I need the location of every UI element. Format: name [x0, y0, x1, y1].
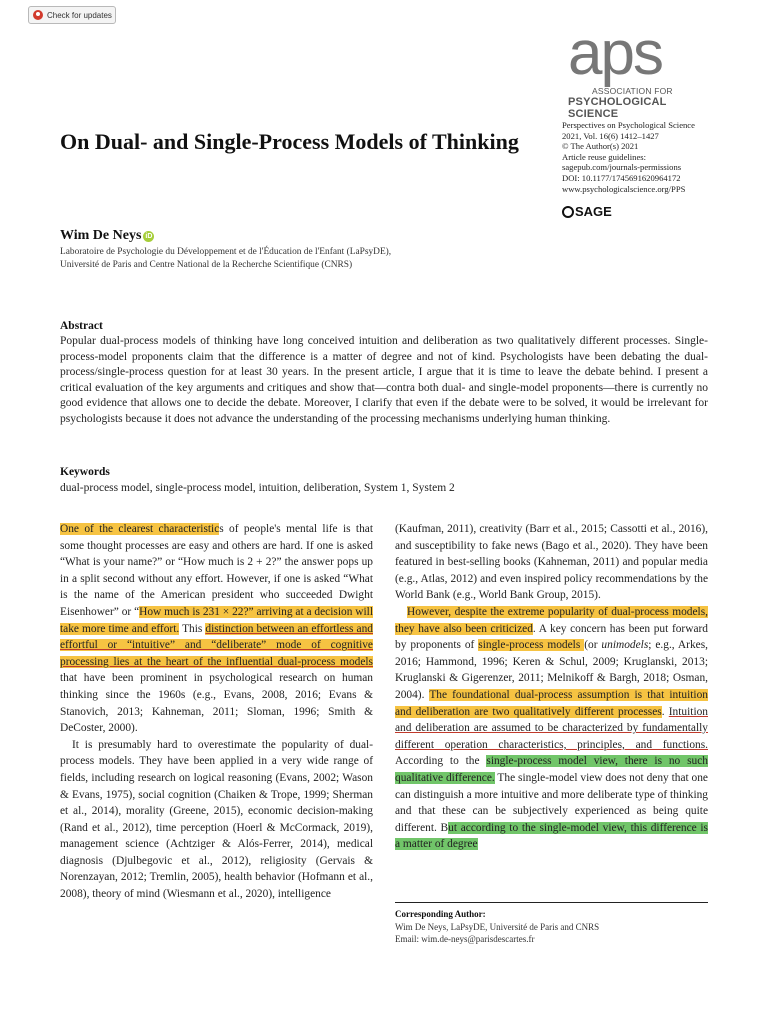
highlight-orange[interactable]: However, despite the extreme popularity of dual-process models, they have also been criticized: [395, 605, 708, 635]
highlight-green[interactable]: ut according to the single-model view, this difference is a matter of degree: [395, 821, 708, 851]
aps-logo-line1: ASSOCIATION FOR: [592, 86, 673, 96]
body-text: that have been prominent in psychological research on human thinking since the 1960s (e.g., Evans, 2008, 2016; Evans & Stanovich, 2013; Kahneman, 2011; Sloman, 1996; Smith & DeCoster, 2000).: [60, 672, 373, 735]
journal-name: Perspectives on Psychological Science: [562, 120, 695, 130]
journal-volume: 2021, Vol. 16(6) 1412–1427: [562, 130, 659, 141]
highlight-orange[interactable]: One of the clearest characteristic: [60, 523, 220, 535]
keywords-text: dual-process model, single-process model, intuition, deliberation, System 1, System 2: [60, 482, 455, 494]
highlight-green[interactable]: single-process model view, there is no such qualitative difference.: [395, 755, 708, 784]
journal-copyright: © The Author(s) 2021: [562, 141, 639, 152]
aps-logo: [568, 19, 698, 120]
journal-website-link[interactable]: www.psychologicalscience.org/PPS: [562, 183, 686, 194]
body-text: ; e.g., Arkes, 2016; Hammond, 1996; Keren & Schul, 2009; Kruglanski, 2013; Kruglanski & Gigerenzer, 2011; Melnikoff & Bargh, 2018; Osman, 2004).: [395, 639, 708, 701]
journal-meta: [562, 120, 752, 194]
aps-logo-line2: PSYCHOLOGICAL SCIENCE: [568, 96, 667, 120]
abstract-heading: Abstract: [60, 320, 103, 332]
author-name: [60, 228, 154, 244]
check-for-updates-icon: [33, 10, 43, 20]
body-text: According to the: [395, 755, 487, 768]
underline-annotation[interactable]: Intuition and deliberation are assumed to be characterized by fundamentally different operation characteristics, principles, and functions.: [395, 705, 708, 751]
highlight-orange[interactable]: How much is 231 × 22?” arriving at a decision will take more time and effort.: [60, 605, 373, 635]
body-text: s of people's mental life is that some thought processes are easy and others are hard. If one is asked “What is your name?” or “How much is 2 + 2?” the answer pops up in a split second without any effort. However, if one is asked “What is the name of the American president who succeeded Dwight Eisenhower” or “: [60, 523, 373, 618]
orcid-icon[interactable]: iD: [145, 232, 153, 240]
body-text: This: [179, 622, 206, 635]
body-text: (or: [584, 639, 602, 652]
body-paragraph: [60, 521, 373, 737]
keywords-heading: Keywords: [60, 466, 110, 478]
highlight-orange-underlined[interactable]: distinction between an effortless and effortful or “intuitive” and “deliberate” mode of cognitive processing lies at the heart of the influential dual-process models: [60, 622, 373, 668]
author-affiliation: [60, 246, 530, 271]
body-text: .: [661, 705, 669, 718]
body-paragraph: [395, 604, 708, 853]
body-text: The single-model view does not deny that one can distinguish a more intuitive and more deliberate type of thinking and that these can be subjectively experienced as being quite different. B: [395, 771, 708, 834]
highlight-orange[interactable]: single-process models: [478, 639, 585, 652]
body-paragraph: It is presumably hard to overestimate the popularity of dual-process models. They have been applied in a very wide range of fields, including research on logical reasoning (Evans, 2002; Wason & Evans, 1975), social cognition (Chaiken & Trope, 1999; Sherman et al., 2014), morality (Greene, 2015), economic decision-making (Rand et al., 2012), time perception (Hoerl & McCormack, 2019), management science (Achtziger & Alós-Ferrer, 2014), medical diagnosis (Djulbegovic et al., 2012), religiosity (Gervais & Norenzayan, 2012; Tremlin, 2005), health behavior (Hofmann et al., 2008), theory of mind (Wiesmann et al., 2020), intelligence: [60, 738, 373, 901]
sage-logo: [562, 204, 612, 219]
affiliation-line: Laboratoire de Psychologie du Développement et de l'Éducation de l'Enfant (LaPsyDE),: [60, 247, 392, 257]
sage-icon: [562, 206, 574, 218]
check-for-updates-label: Check for updates: [47, 10, 112, 20]
paper-title: On Dual- and Single-Process Models of Thinking: [60, 129, 519, 154]
corresponding-author-name: Wim De Neys, LaPsyDE, Université de Paris and CNRS: [395, 922, 600, 932]
body-text: . A key concern has been put forward by proponents of: [395, 622, 708, 652]
sage-label: SAGE: [575, 204, 612, 219]
journal-permissions-link[interactable]: sagepub.com/journals-permissions: [562, 162, 682, 173]
affiliation-line: Université de Paris and Centre National de la Recherche Scientifique (CNRS): [60, 259, 353, 270]
check-for-updates-badge[interactable]: [28, 6, 116, 24]
body-text-italic: unimodels: [601, 639, 649, 652]
abstract-text: Popular dual-process models of thinking have long conceived intuition and deliberation as two qualitatively different processes. Single-process-model proponents claim that the difference is a matter of degree and not of kind. Psychologists have been debating the dual-process/single-process question for at least 30 years. In the present article, I argue that it is time to leave the debate behind. I present a critical evaluation of the key arguments and critiques and show that—contra both dual- and single-model proponents—there is currently no good evidence that allows one to decide the debate. Moreover, I clarify that even if the debate were to be solved, it would be irrelevant for psychologists because it does not advance the understanding of the processing mechanisms underlying human thinking.: [60, 335, 708, 425]
journal-doi[interactable]: DOI: 10.1177/1745691620964172: [562, 172, 681, 183]
body-column-right: [395, 521, 708, 853]
corresponding-author-email[interactable]: Email: wim.de-neys@parisdescartes.fr: [395, 934, 535, 944]
footnote-divider: [395, 902, 708, 903]
author-name-text: Wim De Neys: [60, 228, 142, 243]
corresponding-author-heading: Corresponding Author:: [395, 909, 486, 919]
highlight-orange[interactable]: The foundational dual-process assumption is that intuition and deliberation are two qualitatively different processes: [395, 688, 708, 718]
aps-logo-letters: aps: [568, 19, 662, 88]
body-paragraph: (Kaufman, 2011), creativity (Barr et al., 2015; Cassotti et al., 2016), and susceptibility to fake news (Bago et al., 2020). They have been featured in best-selling books (Kahneman, 2011) and popular media (e.g., Atlas, 2012) and even inspired policy recommendations by the World Bank (e.g., World Bank Group, 2015).: [395, 523, 708, 602]
journal-reuse-label: Article reuse guidelines:: [562, 151, 646, 162]
body-column-left: [60, 521, 373, 903]
